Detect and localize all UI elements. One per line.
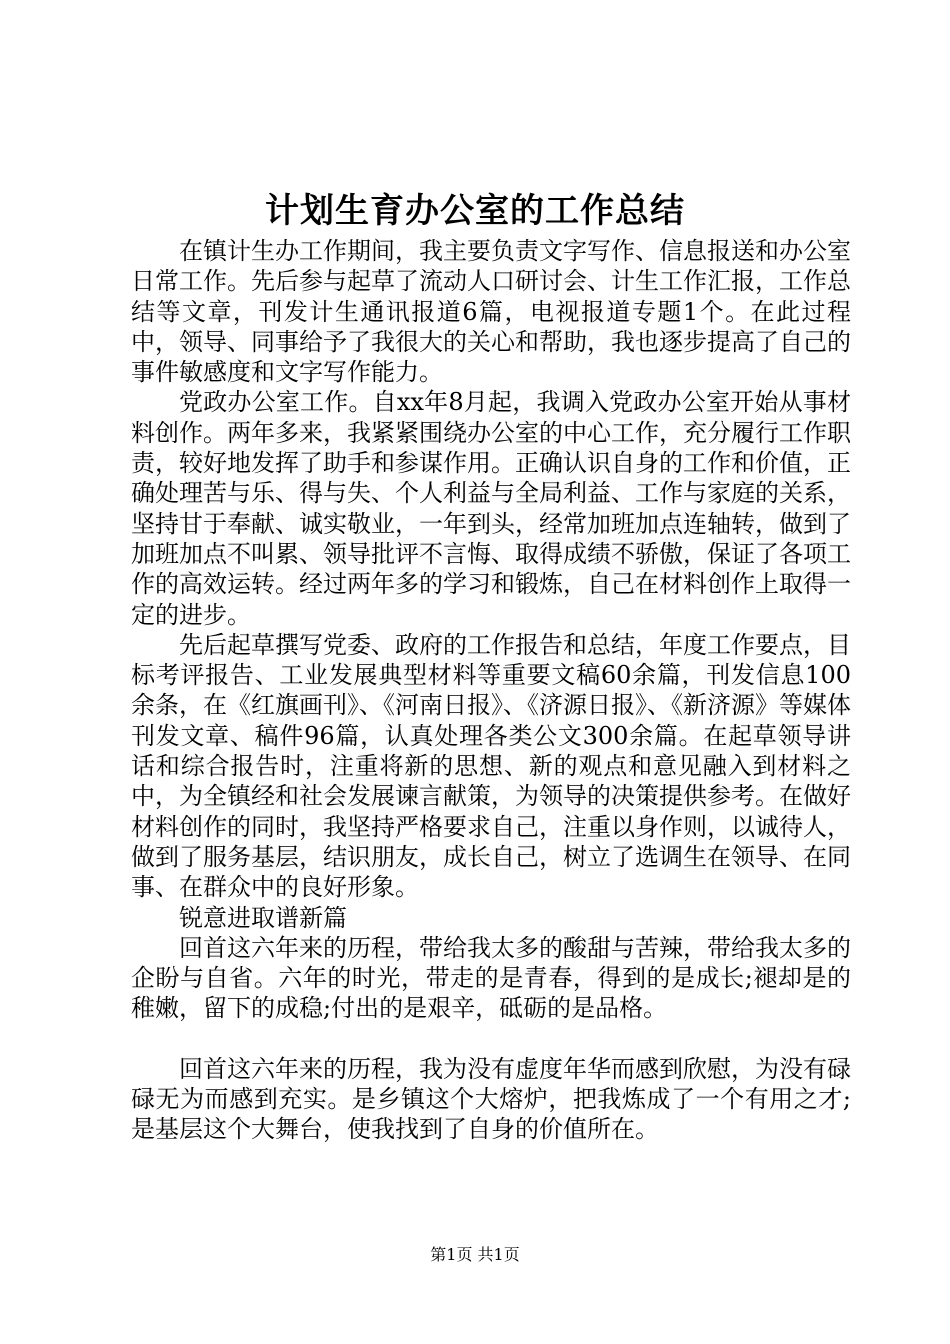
paragraph: 回首这六年来的历程，我为没有虚度年华而感到欣慰，为没有碌碌无为而感到充实。是乡镇这个大熔炉，把我炼成了一个有用之才;是基层这个大舞台，使我找到了自身的价值所在。 [131,1054,851,1144]
paragraph: 先后起草撰写党委、政府的工作报告和总结，年度工作要点，目标考评报告、工业发展典型材料等重要文稿60余篇，刊发信息100余条，在《红旗画刊》、《河南日报》、《济源日报》、《新济源》等媒体刊发文章、稿件96篇，认真处理各类公文300余篇。在起草领导讲话和综合报告时，注重将新的思想、新的观点和意见融入到材料之中，为全镇经和社会发展谏言献策，为领导的决策提供参考。在做好材料创作的同时，我坚持严格要求自己，注重以身作则，以诚待人，做到了服务基层，结识朋友，成长自己，树立了选调生在领导、在同事、在群众中的良好形象。 [131,630,851,902]
section-heading: 锐意进取谱新篇 [179,903,347,932]
document-body [131,236,851,1145]
document-title: 计划生育办公室的工作总结 [265,191,685,231]
paragraph: 党政办公室工作。自xx年8月起，我调入党政办公室开始从事材料创作。两年多来，我紧紧围绕办公室的中心工作，充分履行工作职责，较好地发挥了助手和参谋作用。正确认识自身的工作和价值，正确处理苦与乐、得与失、个人利益与全局利益、工作与家庭的关系，坚持甘于奉献、诚实敬业，一年到头，经常加班加点连轴转，做到了加班加点不叫累、领导批评不言悔、取得成绩不骄傲，保证了各项工作的高效运转。经过两年多的学习和锻炼，自己在材料创作上取得一定的进步。 [131,388,851,629]
paragraph: 回首这六年来的历程，带给我太多的酸甜与苦辣，带给我太多的企盼与自省。六年的时光，带走的是青春，得到的是成长;褪却是的稚嫩，留下的成稳;付出的是艰辛，砥砺的是品格。 [131,933,851,1023]
page-footer: 第1页 共1页 [430,1245,520,1264]
paragraph: 在镇计生办工作期间，我主要负责文字写作、信息报送和办公室日常工作。先后参与起草了流动人口研讨会、计生工作汇报，工作总结等文章，刊发计生通讯报道6篇，电视报道专题1个。在此过程中，领导、同事给予了我很大的关心和帮助，我也逐步提高了自己的事件敏感度和文字写作能力。 [131,237,851,387]
